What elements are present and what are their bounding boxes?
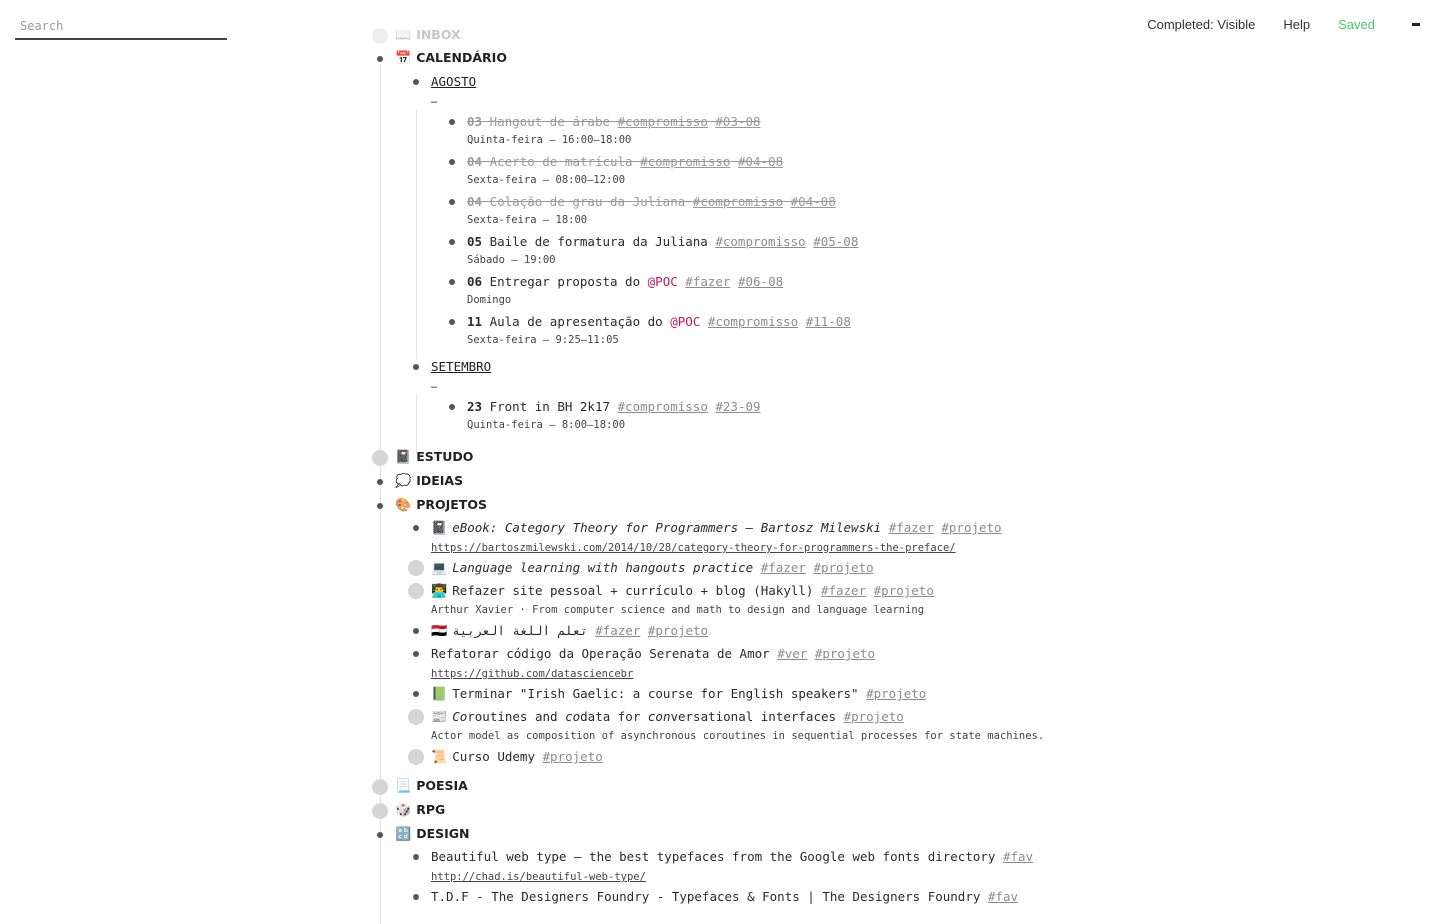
calendar-entry[interactable]: [370, 193, 836, 211]
bullet-icon[interactable]: [413, 565, 419, 571]
item-text: Curso Udemy: [452, 749, 535, 764]
entry-text: Aula de apresentação do: [482, 314, 671, 329]
ellipsis: …: [431, 380, 438, 391]
tag[interactable]: #05-08: [813, 234, 859, 249]
completed-toggle[interactable]: Completed: Visible: [1147, 17, 1256, 32]
item-text: Coroutines and codata for conversational interfaces: [452, 709, 837, 724]
month-label: SETEMBRO: [431, 359, 492, 374]
bullet-icon[interactable]: [377, 503, 383, 509]
project-item[interactable]: [370, 645, 875, 663]
tag[interactable]: #projeto: [843, 709, 904, 724]
tag[interactable]: #fazer: [888, 520, 934, 535]
item-title: INBOX: [416, 27, 461, 42]
bullet-icon[interactable]: [377, 479, 383, 485]
bullet-icon[interactable]: [377, 56, 383, 62]
bullet-icon[interactable]: [449, 279, 455, 285]
calendar-entry[interactable]: [370, 233, 858, 251]
bullet-icon[interactable]: [413, 894, 419, 900]
entry-note: Quinta-feira — 8:00–18:00: [467, 419, 626, 431]
calendar-entry[interactable]: [370, 398, 761, 416]
outline-item-agosto[interactable]: [370, 73, 476, 91]
tag[interactable]: #projeto: [941, 520, 1002, 535]
entry-day: 05: [467, 234, 483, 249]
tag[interactable]: #04-08: [790, 194, 836, 209]
mention[interactable]: @POC: [670, 314, 701, 329]
bullet-icon[interactable]: [413, 588, 419, 594]
item-title: RPG: [416, 802, 446, 817]
project-item[interactable]: [370, 685, 926, 704]
bullet-icon[interactable]: [377, 808, 383, 814]
bullet-icon[interactable]: [377, 784, 383, 790]
egypt-flag-icon: 🇪🇬: [431, 624, 448, 639]
item-text: تعلم اللغة العربية: [452, 623, 588, 638]
entry-day: 03: [467, 114, 483, 129]
laptop-icon: 💻: [431, 561, 448, 576]
tag[interactable]: #compromisso: [692, 194, 784, 209]
item-text: Language learning with hangouts practice: [452, 560, 754, 575]
tag[interactable]: #ver: [777, 646, 808, 661]
search-box: [15, 15, 227, 40]
minimize-icon[interactable]: [1412, 23, 1420, 26]
tag[interactable]: #04-08: [737, 154, 784, 169]
tag[interactable]: #23-09: [715, 399, 761, 414]
calendar-icon: 📅: [395, 51, 412, 66]
entry-day: 11: [467, 314, 483, 329]
tag[interactable]: #compromisso: [715, 234, 806, 249]
outline-item-inbox[interactable]: [370, 26, 461, 45]
bullet-icon[interactable]: [377, 832, 383, 838]
tag[interactable]: #compromisso: [617, 114, 708, 129]
item-title: POESIA: [416, 778, 468, 793]
bullet-icon[interactable]: [377, 455, 383, 461]
project-item[interactable]: [370, 622, 708, 641]
tag[interactable]: #fav: [1002, 849, 1034, 864]
ellipsis: …: [431, 95, 438, 106]
dice-icon: 🎲: [395, 803, 412, 818]
entry-day: 04: [467, 194, 483, 209]
abcd-icon: 🔡: [395, 827, 412, 842]
outline-item-rpg[interactable]: [370, 801, 445, 820]
entry-text: Hangout de árabe: [482, 114, 618, 129]
bullet-icon[interactable]: [413, 364, 419, 370]
project-item[interactable]: [370, 708, 904, 727]
entry-text: Colação de grau da Juliana: [482, 194, 693, 209]
entry-note: Sábado — 19:00: [467, 254, 556, 266]
bullet-icon[interactable]: [413, 628, 419, 634]
item-link[interactable]: https://github.com/datasciencebr: [431, 668, 634, 680]
green-book-icon: 📗: [431, 687, 448, 702]
outline-item-projetos[interactable]: [370, 496, 487, 515]
design-item[interactable]: [370, 848, 1033, 866]
tag[interactable]: #fazer: [595, 623, 641, 638]
project-item[interactable]: [370, 519, 1002, 538]
calendar-entry[interactable]: [370, 273, 783, 291]
project-item[interactable]: [370, 582, 934, 601]
outline-item-design[interactable]: [370, 825, 469, 844]
page-icon: 📃: [395, 779, 412, 794]
tag[interactable]: #fazer: [685, 274, 731, 289]
calendar-entry[interactable]: [370, 313, 851, 331]
design-item[interactable]: [370, 888, 1018, 906]
mention[interactable]: @POC: [647, 274, 678, 289]
item-text: Beautiful web type — the best typefaces from the Google web fonts directory: [431, 849, 996, 864]
bullet-icon[interactable]: [449, 239, 455, 245]
item-title: DESIGN: [416, 826, 470, 841]
project-item[interactable]: [370, 748, 603, 767]
tag[interactable]: #projeto: [814, 646, 876, 661]
outline-item-ideias[interactable]: [370, 472, 463, 491]
item-title: ESTUDO: [416, 449, 474, 464]
notebook-icon: 📓: [395, 450, 412, 465]
tag[interactable]: #projeto: [866, 686, 927, 701]
tag[interactable]: #projeto: [647, 623, 709, 638]
entry-text: Baile de formatura da Juliana: [482, 234, 716, 249]
entry-text: Acerto de matrícula: [482, 154, 641, 169]
tag[interactable]: #11-08: [805, 314, 851, 329]
project-item[interactable]: [370, 559, 874, 578]
bullet-icon[interactable]: [449, 404, 455, 410]
bullet-icon[interactable]: [413, 714, 419, 720]
search-input[interactable]: [15, 16, 227, 40]
tag[interactable]: #projeto: [542, 749, 603, 764]
bullet-icon[interactable]: [449, 119, 455, 125]
outline-item-poesia[interactable]: [370, 777, 468, 796]
item-text: eBook: Category Theory for Programmers — Bartosz Milewski: [452, 520, 882, 535]
tag[interactable]: #06-08: [737, 274, 784, 289]
top-bar: [1119, 17, 1420, 32]
bullet-icon[interactable]: [413, 854, 419, 860]
bullet-icon[interactable]: [413, 754, 419, 760]
item-text: Terminar "Irish Gaelic: a course for English speakers": [452, 686, 859, 701]
outline-item-calendario[interactable]: [370, 49, 507, 68]
notebook-icon: 📓: [431, 521, 448, 536]
item-text: Refatorar código da Operação Serenata de Amor: [431, 646, 770, 661]
item-link[interactable]: https://bartoszmilewski.com/2014/10/28/category-theory-for-programmers-the-preface/: [431, 542, 956, 554]
item-text: T.D.F - The Designers Foundry - Typefaces & Fonts | The Designers Foundry: [431, 889, 981, 904]
tag[interactable]: #fav: [987, 889, 1019, 904]
bullet-icon[interactable]: [413, 651, 419, 657]
calendar-entry[interactable]: [370, 113, 761, 131]
tag[interactable]: #fazer: [820, 583, 867, 598]
tag[interactable]: #compromisso: [707, 314, 799, 329]
entry-text: Entregar proposta do: [482, 274, 648, 289]
outline-item-setembro[interactable]: [370, 358, 491, 376]
entry-day: 23: [467, 399, 483, 414]
technologist-icon: 👨‍💻: [431, 584, 448, 599]
newspaper-icon: 📰: [431, 710, 448, 725]
entry-note: Quinta-feira — 16:00–18:00: [467, 134, 632, 146]
item-title: IDEIAS: [416, 473, 464, 488]
palette-icon: 🎨: [395, 498, 412, 513]
scroll-icon: 📜: [431, 750, 448, 765]
item-link[interactable]: http://chad.is/beautiful-web-type/: [431, 871, 646, 883]
entry-note: Domingo: [467, 294, 512, 306]
bullet-icon[interactable]: [449, 159, 455, 165]
entry-text: Front in BH 2k17: [482, 399, 618, 414]
item-note: Arthur Xavier · From computer science and math to design and language learning: [431, 604, 925, 616]
bullet-icon[interactable]: [413, 525, 419, 531]
bullet-icon[interactable]: [413, 691, 419, 697]
item-text: Refazer site pessoal + currículo + blog (Hakyll): [452, 583, 814, 598]
month-label: AGOSTO: [431, 74, 477, 89]
tag[interactable]: #projeto: [873, 583, 934, 598]
tag[interactable]: #fazer: [760, 560, 806, 575]
item-note: Actor model as composition of asynchronous coroutines in sequential processes for state machines.: [431, 730, 1045, 742]
bullet-icon[interactable]: [449, 199, 455, 205]
tag[interactable]: #compromisso: [640, 154, 731, 169]
calendar-entry[interactable]: [370, 153, 783, 171]
tag[interactable]: #compromisso: [617, 399, 708, 414]
entry-note: Sexta-feira — 08:00–12:00: [467, 174, 626, 186]
item-title: CALENDÁRIO: [416, 50, 507, 65]
bullet-icon[interactable]: [377, 33, 383, 39]
entry-day: 04: [467, 154, 483, 169]
entry-note: Sexta-feira — 9:25–11:05: [467, 334, 619, 346]
thought-bubble-icon: 💭: [395, 474, 412, 489]
tag[interactable]: #03-08: [715, 114, 761, 129]
saved-status: Saved: [1338, 17, 1375, 32]
outline-item-estudo[interactable]: [370, 448, 473, 467]
help-link[interactable]: Help: [1283, 17, 1311, 32]
item-title: PROJETOS: [416, 497, 487, 512]
bullet-icon[interactable]: [449, 319, 455, 325]
entry-day: 06: [467, 274, 483, 289]
entry-note: Sexta-feira — 18:00: [467, 214, 588, 226]
tag[interactable]: #projeto: [813, 560, 874, 575]
book-icon: 📖: [395, 28, 412, 43]
bullet-icon[interactable]: [413, 79, 419, 85]
